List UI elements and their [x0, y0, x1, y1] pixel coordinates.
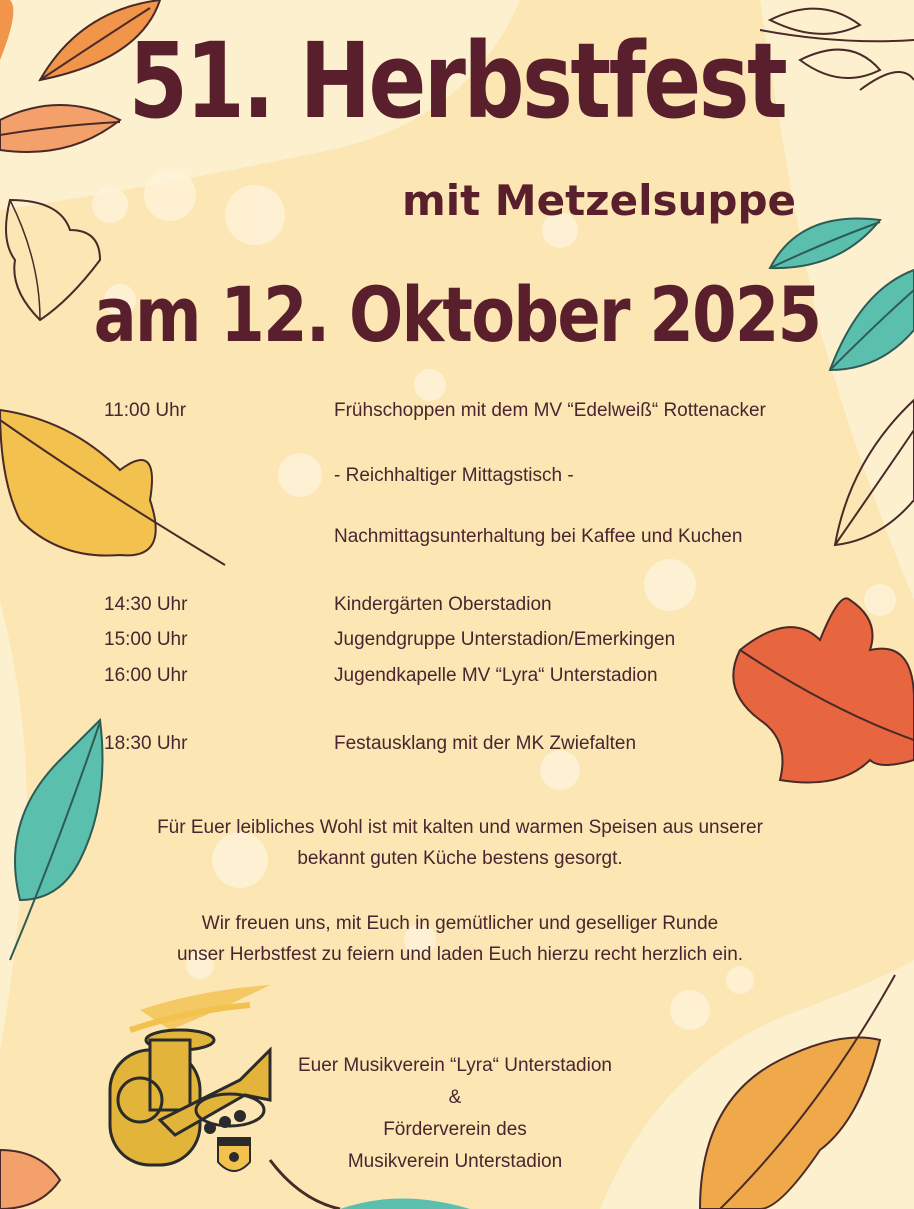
schedule-time: 18:30 Uhr — [104, 733, 188, 754]
schedule-event: Festausklang mit der MK Zwiefalten — [334, 733, 637, 754]
schedule-event: Nachmittagsunterhaltung bei Kaffee und Kuchen — [334, 526, 743, 547]
autumn-leaf-icon — [733, 598, 914, 782]
event-date: am 12. Oktober 2025 — [93, 270, 821, 359]
autumn-leaf-icon — [0, 1150, 60, 1209]
schedule-event: Jugendkapelle MV “Lyra“ Unterstadion — [334, 665, 658, 686]
signature-line: Euer Musikverein “Lyra“ Unterstadion — [298, 1055, 612, 1076]
coat-of-arms-icon — [218, 1138, 250, 1171]
signature — [270, 1050, 640, 1178]
signature-line: Förderverein des — [383, 1119, 527, 1140]
schedule-event: Frühschoppen mit dem MV “Edelweiß“ Rottenacker — [334, 400, 766, 421]
paragraph-line: unser Herbstfest zu feiern und laden Euch hierzu recht herzlich ein. — [176, 944, 744, 965]
schedule-event: Jugendgruppe Unterstadion/Emerkingen — [334, 629, 676, 650]
paragraph-line: Wir freuen uns, mit Euch in gemütlicher und geselliger Runde — [201, 913, 719, 934]
invitation-paragraph — [60, 908, 860, 970]
poster-title: 51. Herbstfest — [128, 20, 786, 142]
paragraph-line: bekannt guten Küche bestens gesorgt. — [297, 848, 623, 869]
schedule-time: 15:00 Uhr — [104, 629, 188, 650]
schedule-event: Kindergärten Oberstadion — [334, 594, 552, 615]
signature-line: & — [448, 1087, 462, 1108]
food-paragraph — [60, 812, 860, 874]
autumn-leaf-icon — [0, 410, 225, 565]
poster-subtitle: mit Metzelsuppe — [401, 176, 796, 225]
schedule-event: - Reichhaltiger Mittagstisch - — [334, 465, 574, 486]
schedule-time: 14:30 Uhr — [104, 594, 188, 615]
schedule-time: 16:00 Uhr — [104, 665, 188, 686]
schedule-time: 11:00 Uhr — [104, 400, 187, 421]
signature-line: Musikverein Unterstadion — [347, 1151, 563, 1172]
paragraph-line: Für Euer leibliches Wohl ist mit kalten und warmen Speisen aus unserer — [157, 817, 763, 838]
